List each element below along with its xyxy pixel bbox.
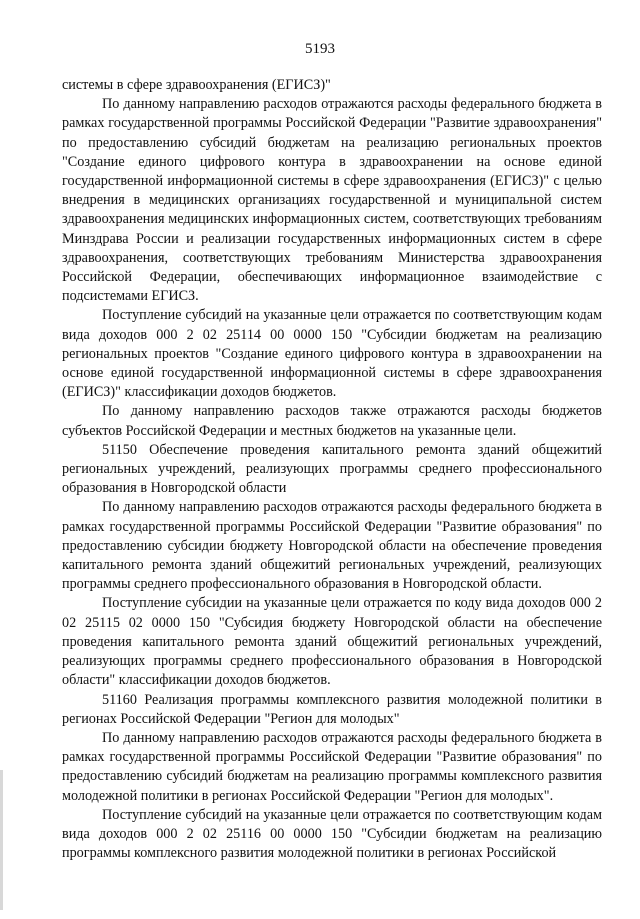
paragraph: По данному направлению расходов отражаются расходы федерального бюджета в рамках государственной программы Российской Федерации "Развитие образования" по предоставлению субсидий бюджетам на реализацию программы комплексного развития молодежной политики в регионах Российской Федерации "Регион для молодых". <box>62 729 602 804</box>
paragraph: Поступление субсидий на указанные цели отражается по соответствующим кодам вида доходов 000 2 02 25114 00 0000 150 "Субсидии бюджетам на реализацию региональных проектов "Создание единого цифрового контура в здравоохранении на основе единой государственной информационной системы в сфере здравоохранения (ЕГИСЗ)" классификации доходов бюджетов. <box>62 307 602 401</box>
paragraph: По данному направлению расходов отражаются расходы федерального бюджета в рамках государственной программы Российской Федерации "Развитие здравоохранения" по предоставлению субсидий бюджетам на реализацию региональных проектов "Создание единого цифрового контура в здравоохранении на основе единой государственной информационной системы в сфере здравоохранения (ЕГИСЗ)" с целью внедрения в медицинских организациях государственной и муниципальной систем здравоохранения медицинских информационных систем, соответствующих требованиям Минздрава России и реализации государственных информационных систем в сфере здравоохранения, соответствующих требованиям Министерства здравоохранения Российской Федерации, обеспечивающих информационное взаимодействие с подсистемами ЕГИСЗ. <box>62 96 602 305</box>
paragraph: Поступление субсидий на указанные цели отражается по соответствующим кодам вида доходов 000 2 02 25116 00 0000 150 "Субсидии бюджетам на реализацию программы комплексного развития молодежной политики в регионах Российской <box>62 806 602 862</box>
section-heading-51160: 51160 Реализация программы комплексного развития молодежной политики в регионах Российской Федерации "Регион для молодых" <box>62 691 602 727</box>
paragraph: По данному направлению расходов отражаются расходы федерального бюджета в рамках государственной программы Российской Федерации "Развитие образования" по предоставлению субсидии бюджету Новгородской области на обеспечение проведения капитального ремонта зданий общежитий региональных учреждений, реализующих программы среднего профессионального образования в Новгородской области. <box>62 499 602 593</box>
page-number: 5193 <box>305 41 335 57</box>
document-body <box>62 76 602 863</box>
scan-edge-shadow <box>0 770 3 910</box>
paragraph-continuation: системы в сфере здравоохранения (ЕГИСЗ)" <box>62 77 331 93</box>
paragraph: Поступление субсидии на указанные цели отражается по коду вида доходов 000 2 02 25115 02 0000 150 "Субсидия бюджету Новгородской области на обеспечение проведения капитального ремонта зданий общежитий региональных учреждений, реализующих программы среднего профессионального образования в Новгородской области" классификации доходов бюджетов. <box>62 595 602 689</box>
paragraph: По данному направлению расходов также отражаются расходы бюджетов субъектов Российской Федерации и местных бюджетов на указанные цели. <box>62 403 602 439</box>
section-heading-51150: 51150 Обеспечение проведения капитального ремонта зданий общежитий региональных учреждений, реализующих программы среднего профессионального образования в Новгородской области <box>62 441 602 497</box>
